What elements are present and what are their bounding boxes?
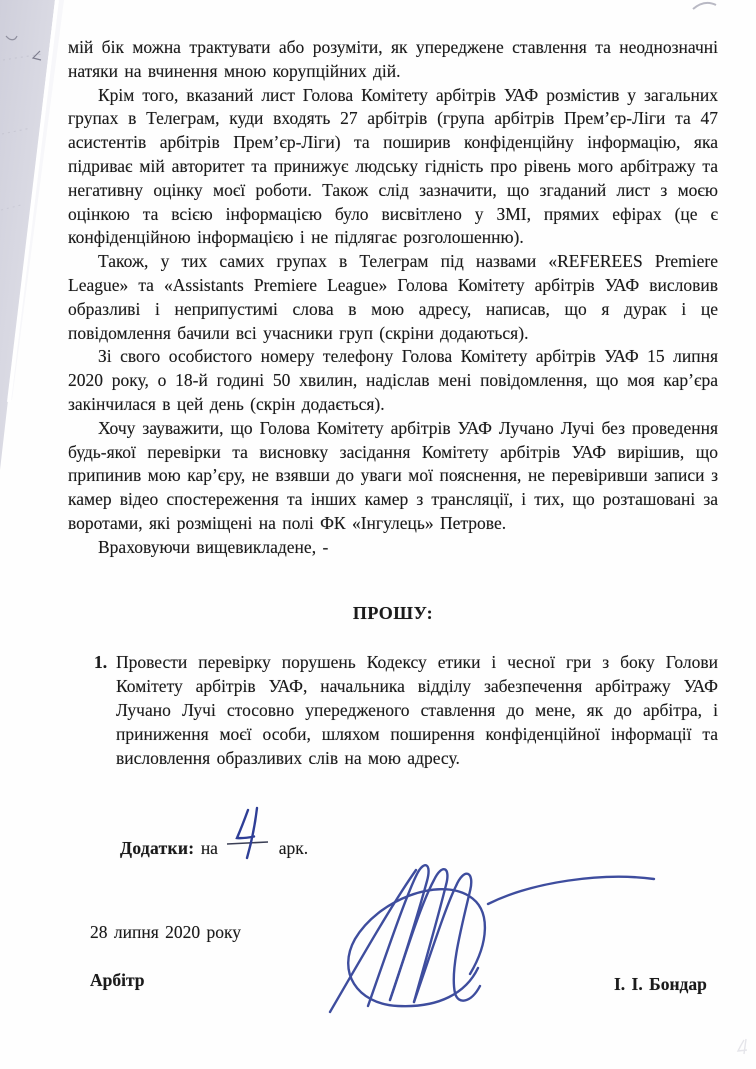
handwritten-page-count (226, 806, 270, 867)
attachments-line (68, 800, 718, 861)
scan-speck-bottom-right (736, 1038, 750, 1056)
signer-role: Арбітр (90, 969, 145, 990)
scan-mark-top-right (692, 0, 718, 14)
request-heading: ПРОШУ: (352, 602, 434, 623)
request-item-text: Провести перевірку порушень Кодексу етики і чесної гри з боку Голови Комітету арбітрів УАФ, начальника відділу забезпечення арбітражу УАФ Лучано Лучі стосовно упередженого ставлення до мене, як до арбітра, і приниження моєї особи, шляхом поширення конфіденційної інформації та висловлення образливих слів на мою адресу. (116, 652, 718, 768)
request-item-number: 1. (94, 652, 108, 673)
paragraph-continuation: мій бік можна трактувати або розуміти, як упереджене ставлення та неоднозначні натяки на вчинення мною корупційних дій. (68, 37, 718, 81)
attachments-label: Додатки: (120, 838, 195, 859)
document-date: 28 липня 2020 року (90, 922, 242, 943)
paragraph-career-decision: Хочу зауважити, що Голова Комітету арбітрів УАФ Лучано Лучі без проведення будь-якої перевірки та висновку засідання Комітету арбітрів УАФ вирішив, що припинив мою кар’єру, не взявши до уваги мої пояснення, не перевіривши записи з камер відео спостереження та інших камер з трансляції, і тих, що розташовані за воротами, які розміщені на полі ФК «Інгулець» Петрове. (68, 417, 718, 533)
request-item-1 (94, 651, 718, 770)
handwritten-four-glyph (226, 806, 270, 860)
signer-name: І. І. Бондар (614, 973, 707, 994)
paragraph-telegram-groups: Крім того, вказаний лист Голова Комітету арбітрів УАФ розмістив у загальних групах в Телеграм, куди входять 27 арбітрів (група арбітрів Прем’єр-Ліги та 47 асистентів арбітрів Прем’єр-Ліги) та поширив конфіденційну інформацію, яка підриває мій авторитет та принижує людську гідність про рівень мого арбітражу та негативну оцінку моєї роботи. Також слід зазначити, що згаданий лист з моєю оцінкою та всією інформацією було висвітлено у ЗМІ, прямих ефірах (це є конфіденційною інформацією і не підлягає розголошенню). (68, 84, 718, 248)
document-body (68, 36, 718, 999)
attachments-prefix: на (200, 838, 218, 859)
signature-row (68, 969, 718, 999)
paragraph-offensive-words: Також, у тих самих групах в Телеграм під назвами «REFEREES Premiere League» та «Assistants Premiere League» Голова Комітету арбітрів УАФ висловив образливі і неприпустимі слова в мою адресу, написав, що я дурак і це повідомлення бачили всі учасники груп (скріни додаються). (68, 251, 718, 343)
attachments-suffix: арк. (278, 838, 309, 859)
paragraph-considering: Враховуючи вищевикладене, - (98, 536, 329, 557)
request-list (68, 651, 718, 770)
paragraph-phone-message: Зі свого особистого номеру телефону Голова Комітету арбітрів УАФ 15 липня 2020 року, о 18-й годині 50 хвилин, надіслав мені повідомлення, що моя кар’єра закінчилася в цей день (скрін додається). (68, 346, 718, 414)
